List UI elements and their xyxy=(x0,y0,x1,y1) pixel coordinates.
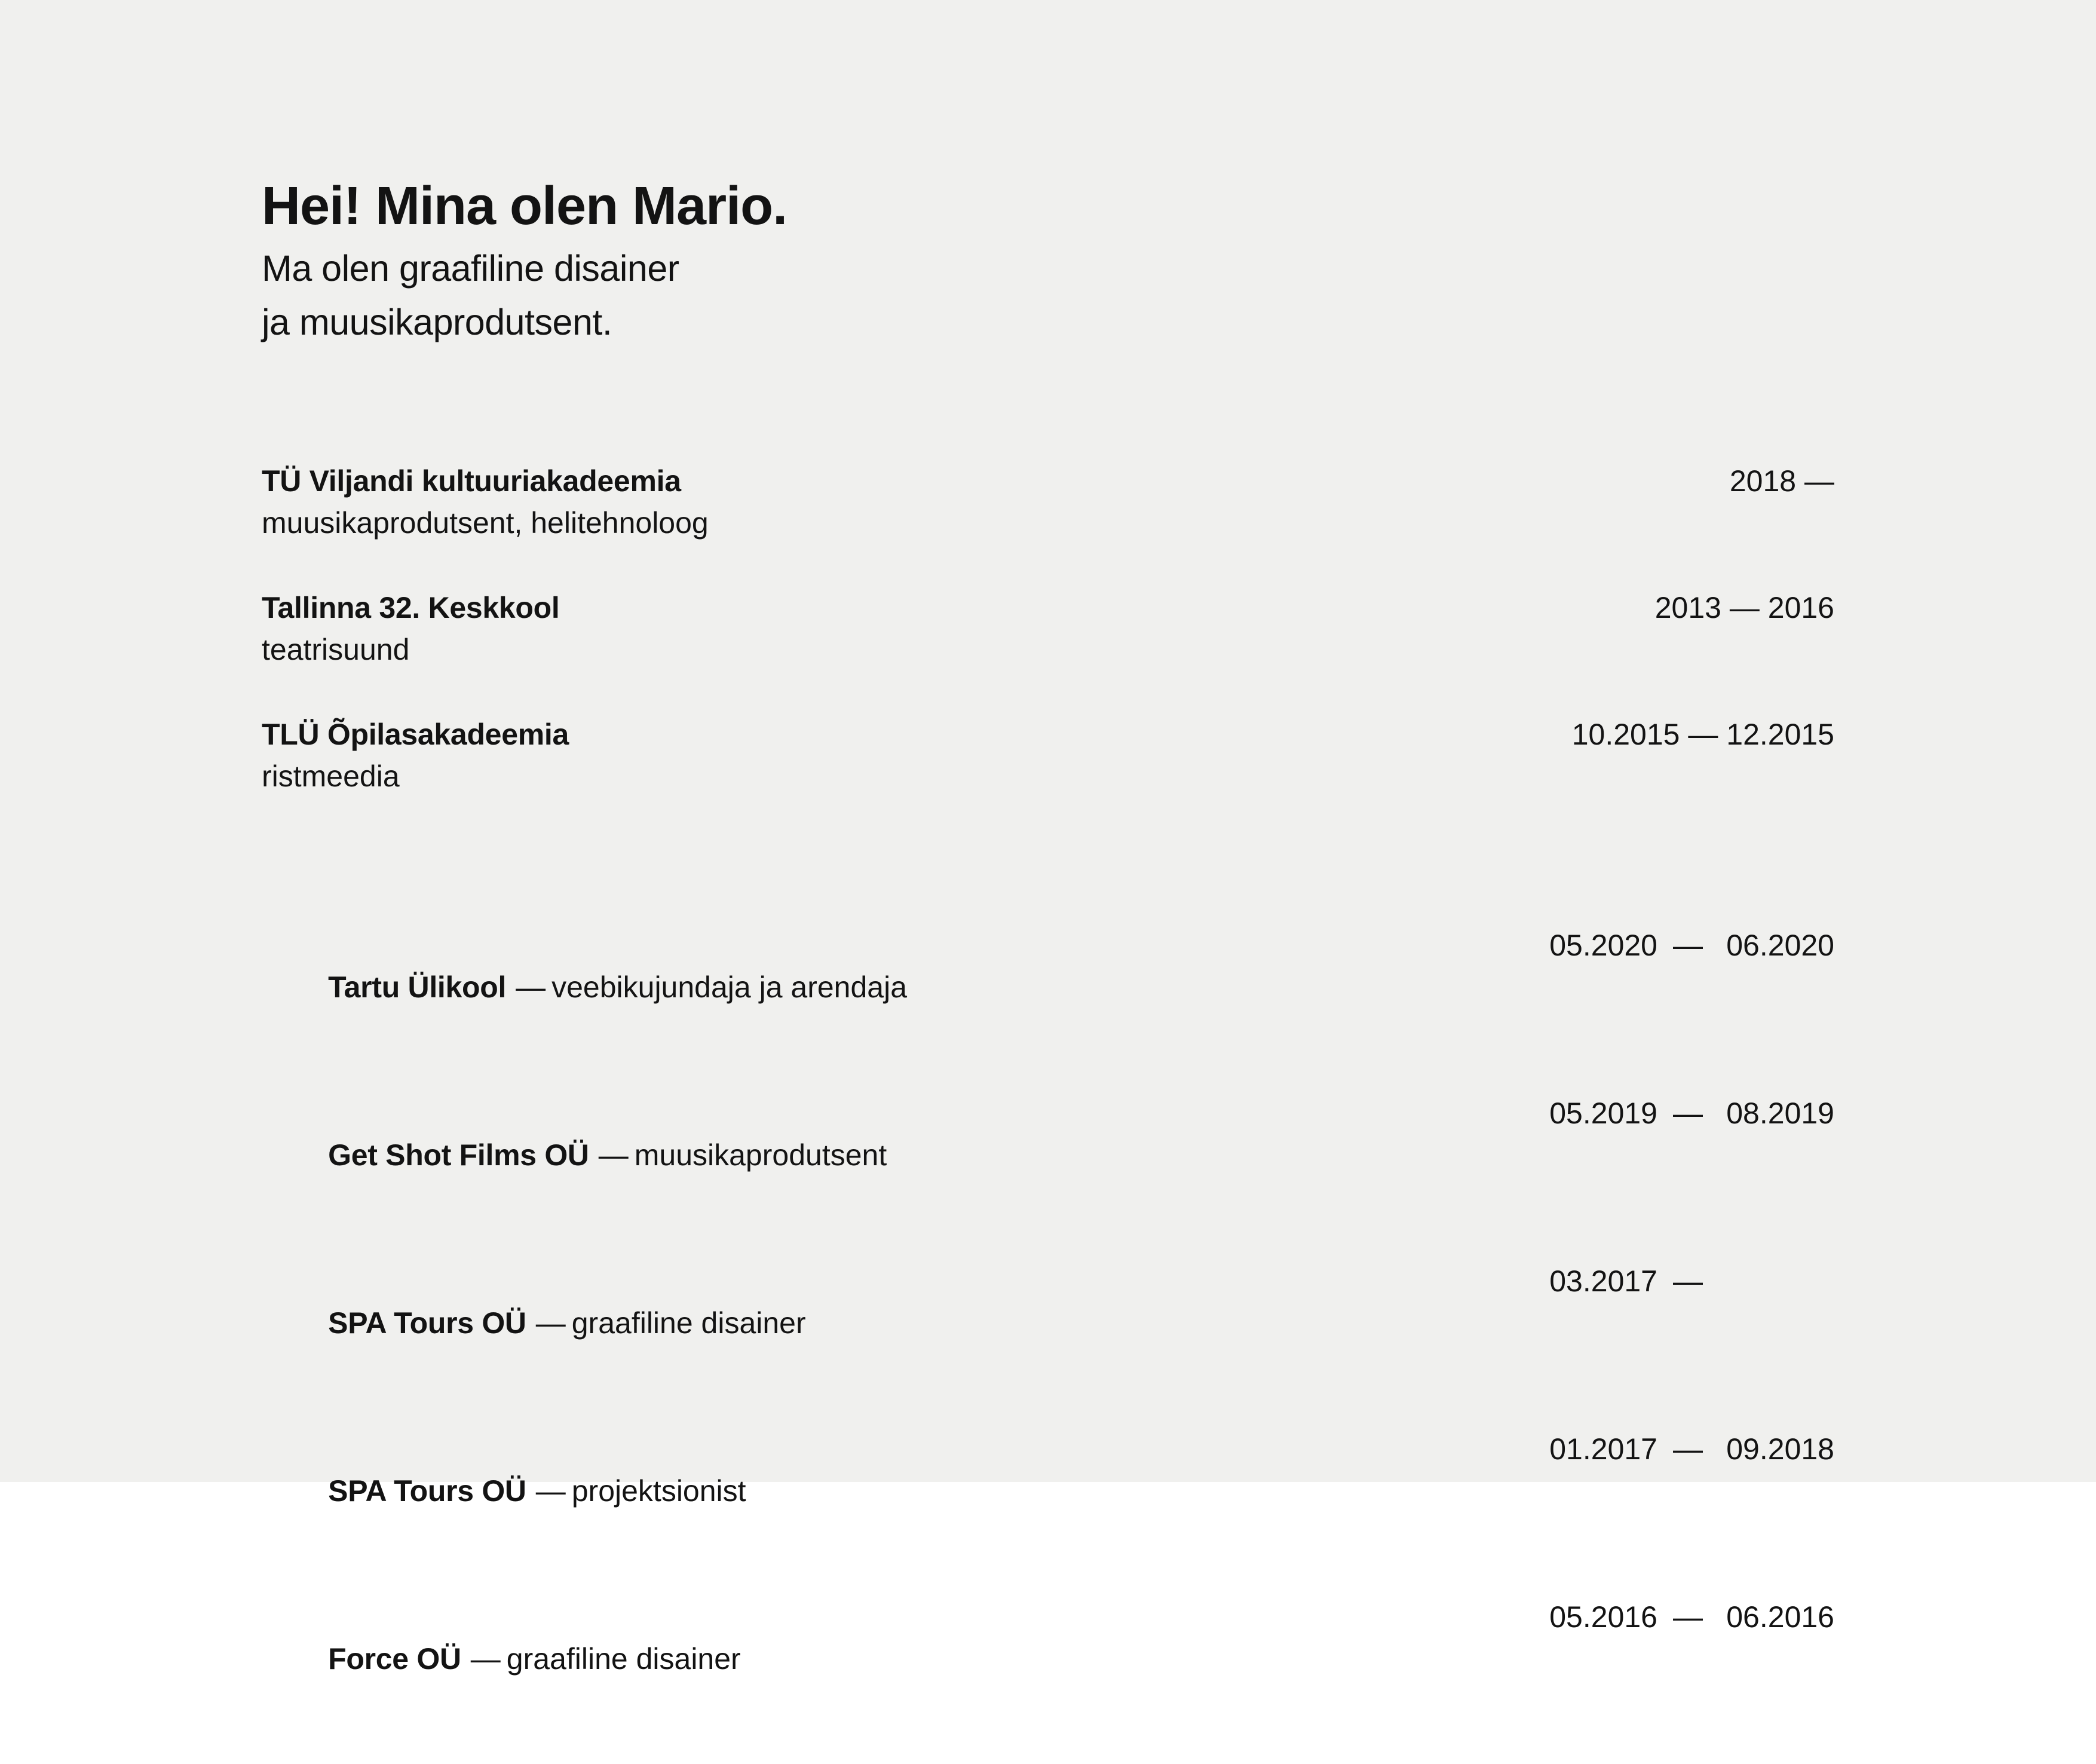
subtitle-line-2: ja muusikaprodutsent. xyxy=(262,302,612,342)
education-entry xyxy=(262,460,1834,544)
experience-dates xyxy=(1538,1596,1834,1638)
date-range-dash: — xyxy=(1673,929,1703,962)
start-date: 05.2016 xyxy=(1549,1600,1657,1634)
start-date: 01.2017 xyxy=(1549,1432,1657,1466)
company-role-dash: — xyxy=(535,1474,566,1508)
date-range-dash: — xyxy=(1673,1600,1703,1634)
experience-dates xyxy=(1538,1092,1834,1134)
experience-entry-label xyxy=(262,1596,741,1722)
study-field: muusikaprodutsent, helitehnoloog xyxy=(262,506,709,540)
experience-entry xyxy=(262,924,1834,1050)
education-entry xyxy=(262,713,1834,797)
education-dates: 10.2015 — 12.2015 xyxy=(1571,718,1834,751)
education-entry xyxy=(262,587,1834,670)
date-range-dash: — xyxy=(1673,1432,1703,1466)
experience-dates xyxy=(1538,924,1834,966)
school-name: Tallinna 32. Keskkool xyxy=(262,591,560,624)
job-role: graafiline disainer xyxy=(571,1306,806,1340)
company-name: SPA Tours OÜ xyxy=(328,1306,526,1340)
experience-section xyxy=(262,924,1834,1764)
education-section xyxy=(262,460,1834,840)
experience-dates xyxy=(1538,1260,1834,1302)
company-name: SPA Tours OÜ xyxy=(328,1474,526,1508)
study-field: ristmeedia xyxy=(262,760,400,793)
study-field: teatrisuund xyxy=(262,633,410,666)
company-role-dash: — xyxy=(535,1306,566,1340)
education-dates: 2013 — 2016 xyxy=(1654,591,1834,624)
company-role-dash: — xyxy=(598,1138,629,1172)
start-date: 05.2019 xyxy=(1549,1097,1657,1130)
end-date: 09.2018 xyxy=(1726,1432,1834,1466)
school-name: TLÜ Õpilasakadeemia xyxy=(262,718,569,751)
job-role: muusikaprodutsent xyxy=(634,1138,887,1172)
company-role-dash: — xyxy=(516,970,546,1004)
education-entry-main-row xyxy=(262,587,1834,629)
end-date: 06.2020 xyxy=(1726,929,1834,962)
experience-entry xyxy=(262,1428,1834,1554)
school-name: TÜ Viljandi kultuuriakadeemia xyxy=(262,464,681,498)
page-title: Hei! Mina olen Mario. xyxy=(262,176,787,236)
experience-entry-label xyxy=(262,924,907,1050)
education-entry-main-row xyxy=(262,460,1834,502)
education-entry-main-row xyxy=(262,713,1834,755)
education-dates: 2018 — xyxy=(1729,464,1834,498)
start-date: 03.2017 xyxy=(1549,1264,1657,1298)
subtitle-line-1: Ma olen graafiline disainer xyxy=(262,248,679,289)
date-range-dash: — xyxy=(1673,1097,1703,1130)
start-date: 05.2020 xyxy=(1549,929,1657,962)
job-role: projektsionist xyxy=(571,1474,746,1508)
date-range-dash: — xyxy=(1673,1264,1703,1298)
experience-dates xyxy=(1538,1428,1834,1470)
end-date: 06.2016 xyxy=(1726,1600,1834,1634)
experience-entry-label xyxy=(262,1260,806,1386)
company-role-dash: — xyxy=(470,1642,501,1676)
job-role: graafiline disainer xyxy=(506,1642,741,1676)
intro-header xyxy=(262,176,787,349)
end-date: 08.2019 xyxy=(1726,1097,1834,1130)
company-name: Tartu Ülikool xyxy=(328,970,507,1004)
company-name: Get Shot Films OÜ xyxy=(328,1138,589,1172)
experience-entry-label xyxy=(262,1428,746,1554)
experience-entry xyxy=(262,1260,1834,1386)
experience-entry xyxy=(262,1092,1834,1218)
experience-entry xyxy=(262,1596,1834,1722)
experience-entry-label xyxy=(262,1092,887,1218)
intro-subtitle xyxy=(262,241,787,349)
job-role: veebikujundaja ja arendaja xyxy=(551,970,908,1004)
company-name: Force OÜ xyxy=(328,1642,461,1676)
